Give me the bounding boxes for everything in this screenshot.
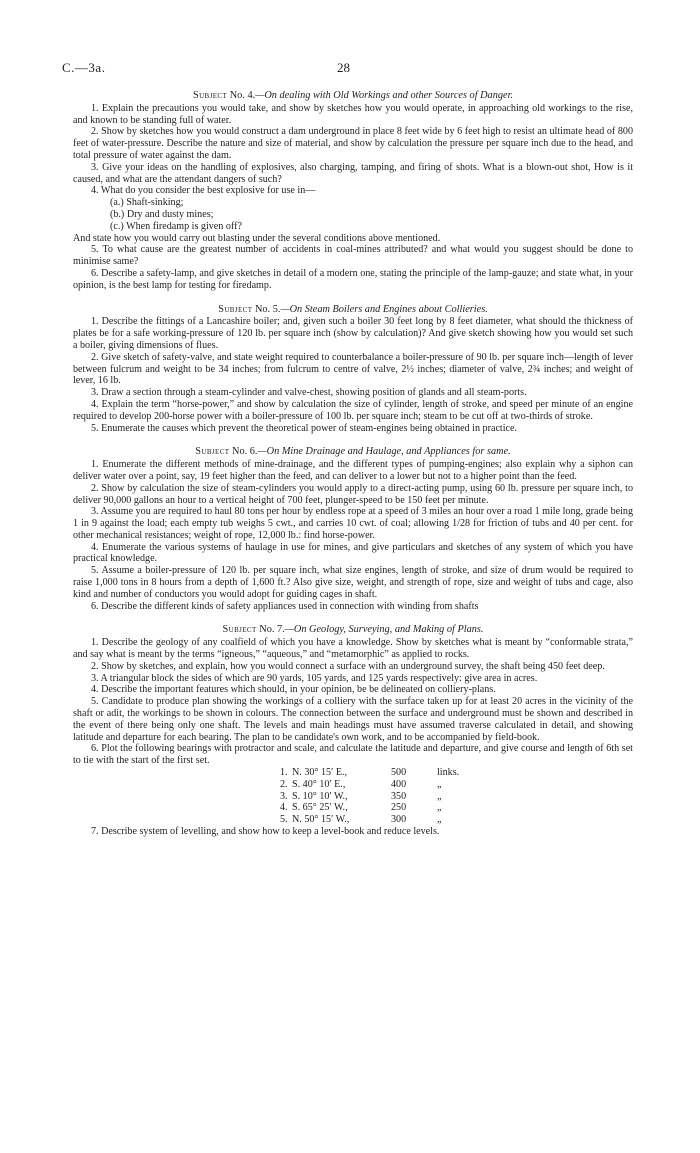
bearing-row bbox=[280, 802, 633, 814]
subject-number: No. 4. bbox=[229, 90, 256, 101]
section-spacer bbox=[73, 612, 633, 624]
subject-section-4 bbox=[73, 90, 633, 292]
question: 1. Describe the fittings of a Lancashire boiler; and, given such a boiler 30 feet long by 8 feet diameter, what should the thickness of plates be for a safe working-pressure of 120 lb. per square inch (show by calculation)? And give sketch showing how you would set such a boiler, giving dimensions of flues. bbox=[73, 316, 633, 351]
question: 4. Explain the term “horse-power,” and show by calculation the size of cylinder, length of stroke, and speed per minute of an engine required to develop 200-horse power with a boiler-pressure of 100 lb. per square inch; steam to be cut off at two-thirds of stroke. bbox=[73, 398, 633, 422]
subject-section-5 bbox=[73, 304, 633, 435]
subject-label: Subject bbox=[222, 624, 257, 636]
question: 2. Show by sketches, and explain, how you would connect a surface with an underground survey, the shaft being 450 feet deep. bbox=[91, 660, 605, 672]
document-reference: C.—3a. bbox=[62, 60, 106, 75]
exam-content bbox=[73, 90, 633, 838]
subject-number: No. 7. bbox=[259, 624, 285, 636]
bearing-distance: 500 bbox=[391, 767, 407, 779]
question: 3. A triangular block the sides of which are 90 yards, 105 yards, and 125 yards respectively: give area in acres. bbox=[91, 672, 538, 684]
question: 6. Describe the different kinds of safety appliances used in connection with winding from shafts bbox=[91, 600, 479, 612]
section-heading bbox=[73, 90, 633, 102]
question: 3. Assume you are required to haul 80 tons per hour by endless rope at a speed of 3 miles an hour over a road 1 mile long, grade being 1 in 9 against the load; each empty tub weighs 5 cwt., and carries 10 cwt. of coal; allowing 1/28 for friction of tubs and 40 per cent. for other mechanical resistances; weight of rope, 12,000 lb.: find horse-power. bbox=[73, 506, 633, 541]
bearing-number: 2. bbox=[280, 778, 288, 790]
bearing-distance: 400 bbox=[391, 778, 407, 790]
question: 1. Describe the geology of any coalfield of which you have a knowledge. Show by sketches what is meant by “conformable strata,” and say what is meant by the terms “igneous,” “aqueous,” and “metamorphic” as applied to rocks. bbox=[73, 637, 633, 661]
subject-section-7 bbox=[73, 624, 633, 837]
question: 3. Draw a section through a steam-cylinder and valve-chest, showing position of glands and all steam-ports. bbox=[91, 387, 527, 399]
subject-topic: —On Steam Boilers and Engines about Collieries. bbox=[280, 303, 488, 315]
bearing-unit: „ bbox=[437, 778, 442, 790]
subject-label: Subject bbox=[218, 303, 253, 315]
bearing-unit: „ bbox=[437, 814, 442, 826]
section-spacer bbox=[73, 292, 633, 304]
question: 4. Enumerate the various systems of haulage in use for mines, and give particulars and sketches of any system of which you have practical knowledge. bbox=[73, 541, 633, 565]
bearing-row bbox=[280, 767, 633, 779]
section-heading bbox=[73, 304, 633, 316]
question: 3. Give your ideas on the handling of explosives, also charging, tamping, and firing of shots. What is a blown-out shot, How is it caused, and what are the attendant dangers of such? bbox=[73, 161, 633, 185]
bearing-number: 3. bbox=[280, 790, 288, 802]
question-continuation: And state how you would carry out blasting under the several conditions above mentioned. bbox=[73, 232, 441, 244]
subject-topic: —On dealing with Old Workings and other Sources of Danger. bbox=[255, 90, 514, 101]
bearings-list bbox=[280, 767, 633, 826]
sub-question: (a.) Shaft-sinking; bbox=[110, 197, 184, 209]
bearing-distance: 250 bbox=[391, 802, 407, 814]
bearing-row bbox=[280, 779, 633, 791]
subject-section-6 bbox=[73, 446, 633, 612]
question: 4. What do you consider the best explosive for use in— bbox=[91, 185, 316, 197]
bearing-direction: S. 40° 10′ E., bbox=[292, 778, 346, 790]
question: 5. Candidate to produce plan showing the workings of a colliery with the surface taken up for at least 20 acres in the vicinity of the shaft or adit, the workings to be shown in colours. The connection between the surface and underground must be shown and described in the event of there being only one shaft. The levels and main headings must have assumed traverse calculated in detail, and showing latitude and departure for each bearing. The plan to be candidate's own work, and to be accompanied by field-book. bbox=[73, 696, 633, 743]
page-header bbox=[0, 60, 700, 78]
question: 6. Describe a safety-lamp, and give sketches in detail of a modern one, stating the principle of the lamp-gauze; and state what, in your opinion, is the best lamp for testing for firedamp. bbox=[73, 267, 633, 291]
page-number: 28 bbox=[337, 60, 350, 75]
bearing-row bbox=[280, 791, 633, 803]
subject-label: Subject bbox=[195, 446, 230, 458]
question: 1. Enumerate the different methods of mine-drainage, and the different types of pumping-engines; also explain why a siphon can deliver water over a point, say, 19 feet higher than the feed, and can deliver to a lower but not to a higher point than the feed. bbox=[73, 459, 633, 482]
bearing-direction: N. 30° 15′ E., bbox=[292, 767, 348, 779]
sub-question: (b.) Dry and dusty mines; bbox=[110, 208, 214, 220]
question: 4. Describe the important features which should, in your opinion, be be delineated on colliery-plans. bbox=[91, 684, 496, 696]
question: 5. Enumerate the causes which prevent the theoretical power of steam-engines being obtained in practice. bbox=[91, 422, 518, 434]
question: 2. Give sketch of safety-valve, and state weight required to counterbalance a boiler-pressure of 90 lb. per square inch—length of lever between fulcrum and weight to be 34 inches; from fulcrum to centre of valve, 2½ inches; diameter of valve, 2¾ inches; and weight of lever, 16 lb. bbox=[73, 351, 633, 387]
bearing-distance: 300 bbox=[391, 814, 407, 826]
bearing-number: 5. bbox=[280, 814, 288, 826]
bearing-direction: S. 10° 10′ W., bbox=[292, 790, 348, 802]
question: 7. Describe system of levelling, and show how to keep a level-book and reduce levels. bbox=[91, 826, 440, 838]
bearing-unit: „ bbox=[437, 790, 442, 802]
question: 2. Show by sketches how you would construct a dam underground in place 8 feet wide by 6 feet high to resist an ultimate head of 800 feet of water-pressure. Describe the nature and size of material, and show by calculation the pressure per square inch due to the head, and total pressure of water against the dam. bbox=[73, 126, 633, 161]
subject-topic: —On Geology, Surveying, and Making of Plans. bbox=[284, 624, 484, 636]
question: 2. Show by calculation the size of steam-cylinders you would apply to a direct-acting pump, using 60 lb. pressure per square inch, to deliver 90,000 gallons an hour to a vertical height of 700 feet, plunger-speed to be 150 feet per minute. bbox=[73, 482, 633, 506]
question: 5. To what cause are the greatest number of accidents in coal-mines attributed? and what would you suggest should be done to minimise same? bbox=[73, 244, 633, 268]
subject-topic: —On Mine Drainage and Haulage, and Appliances for same. bbox=[257, 446, 511, 458]
section-spacer bbox=[73, 434, 633, 446]
bearing-direction: N. 50° 15′ W., bbox=[292, 814, 350, 826]
bearing-number: 4. bbox=[280, 802, 288, 814]
bearing-unit: „ bbox=[437, 802, 442, 814]
section-heading bbox=[73, 446, 633, 458]
bearing-direction: S. 65° 25′ W., bbox=[292, 802, 348, 814]
question: 5. Assume a boiler-pressure of 120 lb. per square inch, what size engines, length of stroke, and size of drum would be required to raise 1,000 tons in 8 hours from a depth of 1,600 ft.? Also give size, weight, and strength of rope, size and weight of tubs and cage, also kind and number of conductors you would adopt for guiding cages in shaft. bbox=[73, 565, 633, 600]
subject-number: No. 6. bbox=[232, 446, 258, 458]
subject-number: No. 5. bbox=[254, 303, 281, 315]
bearing-distance: 350 bbox=[391, 790, 407, 802]
section-heading bbox=[73, 624, 633, 636]
bearing-unit: links. bbox=[437, 767, 460, 779]
question: 1. Explain the precautions you would take, and show by sketches how you would operate, in approaching old workings to the rise, and known to be standing full of water. bbox=[73, 102, 633, 126]
bearing-row bbox=[280, 814, 633, 826]
sub-question: (c.) When firedamp is given off? bbox=[110, 220, 242, 232]
question: 6. Plot the following bearings with protractor and scale, and calculate the latitude and departure, and give course and length of 6th set to tie with the start of the first set. bbox=[73, 743, 633, 767]
bearing-number: 1. bbox=[280, 767, 288, 779]
subject-label: Subject bbox=[192, 90, 228, 101]
